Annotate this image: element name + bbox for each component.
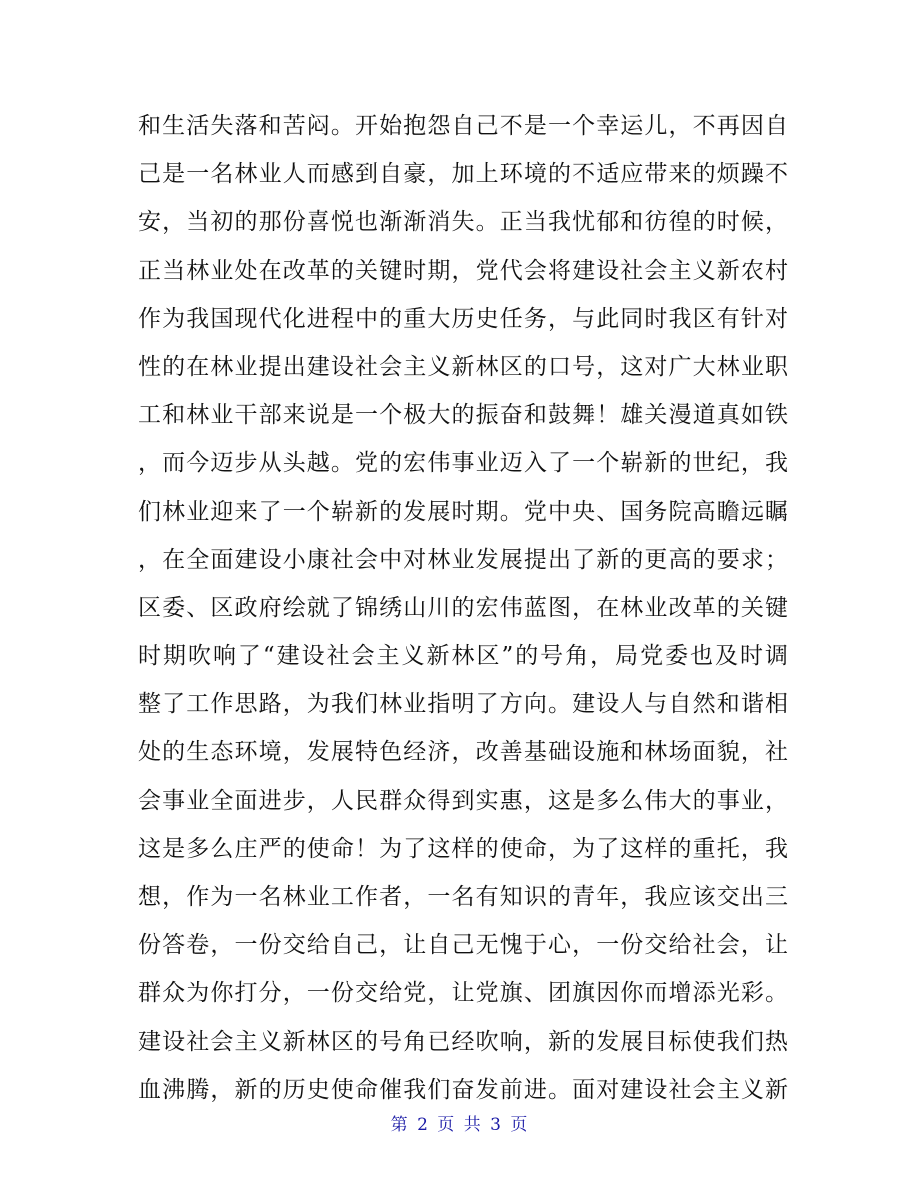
body-text: [138, 102, 788, 1114]
text-line-5: 作为我国现代化进程中的重大历史任务，与此同时我区有针对: [138, 305, 788, 332]
text-line-4: 正当林业处在改革的关键时期，党代会将建设社会主义新农村: [138, 257, 788, 284]
text-line-10: ，在全面建设小康社会中对林业发展提出了新的更高的要求；: [138, 546, 788, 573]
text-line-19: 群众为你打分，一份交给党，让党旗、团旗因你而增添光彩。: [138, 980, 788, 1007]
text-line-9: 们林业迎来了一个崭新的发展时期。党中央、国务院高瞻远瞩: [138, 498, 788, 525]
text-line-2: 己是一名林业人而感到自豪，加上环境的不适应带来的烦躁不: [138, 161, 788, 188]
text-line-11: 区委、区政府绘就了锦绣山川的宏伟蓝图，在林业改革的关键: [138, 594, 788, 621]
page-number-footer: 第 2 页 共 3 页: [390, 1115, 530, 1135]
text-line-17: 想，作为一名林业工作者，一名有知识的青年，我应该交出三: [138, 884, 788, 910]
text-line-12: 时期吹响了“建设社会主义新林区”的号角，局党委也及时调: [138, 643, 788, 670]
text-line-1: 和生活失落和苦闷。开始抱怨自己不是一个幸运儿，不再因自: [138, 113, 788, 139]
text-line-8: ，而今迈步从头越。党的宏伟事业迈入了一个崭新的世纪，我: [138, 450, 788, 477]
text-line-15: 会事业全面进步，人民群众得到实惠，这是多么伟大的事业，: [138, 787, 788, 814]
text-line-18: 份答卷，一份交给自己，让自己无愧于心，一份交给社会，让: [138, 932, 788, 959]
text-line-6: 性的在林业提出建设社会主义新林区的口号，这对广大林业职: [138, 353, 788, 380]
text-line-3: 安，当初的那份喜悦也渐渐消失。正当我忧郁和彷徨的时候，: [138, 209, 788, 236]
text-line-14: 处的生态环境，发展特色经济，改善基础设施和林场面貌，社: [138, 739, 788, 766]
text-line-21: 血沸腾，新的历史使命催我们奋发前进。面对建设社会主义新: [138, 1076, 788, 1103]
text-line-20: 建设社会主义新林区的号角已经吹响，新的发展目标使我们热: [138, 1028, 788, 1055]
text-line-7: 工和林业干部来说是一个极大的振奋和鼓舞！雄关漫道真如铁: [138, 402, 788, 429]
text-line-13: 整了工作思路，为我们林业指明了方向。建设人与自然和谐相: [138, 691, 788, 718]
text-line-16: 这是多么庄严的使命！为了这样的使命，为了这样的重托，我: [138, 835, 788, 862]
